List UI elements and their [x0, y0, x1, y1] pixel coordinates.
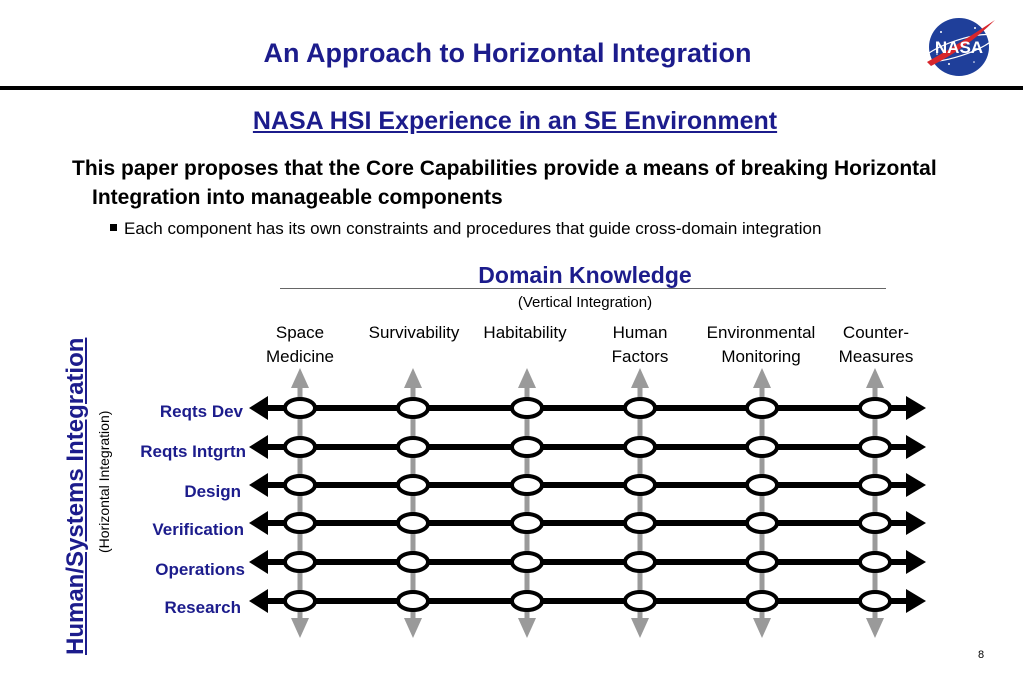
vertical-arrow-head-down [631, 618, 649, 638]
vertical-arrow-head-down [753, 618, 771, 638]
horizontal-arrow-head-left [249, 396, 268, 420]
intersection-node [285, 438, 315, 456]
vertical-arrow-head-up [866, 368, 884, 388]
row-label-research: Research [164, 598, 241, 617]
horizontal-arrow-head-right [906, 589, 926, 613]
intersection-node [398, 399, 428, 417]
vertical-arrow-head-down [291, 618, 309, 638]
intersection-node [285, 514, 315, 532]
column-label-line: Factors [611, 347, 669, 366]
vertical-arrow-head-down [866, 618, 884, 638]
intro-paragraph: This paper proposes that the Core Capabilities provide a means of breaking Horizontal Integration into manageable components [72, 157, 937, 209]
horizontal-arrow-head-left [249, 473, 268, 497]
vertical-arrow-head-up [631, 368, 649, 388]
vertical-arrow-head-down [518, 618, 536, 638]
horizontal-arrow-head-right [906, 511, 926, 535]
intersection-node [747, 438, 777, 456]
domain-knowledge-title: Domain Knowledge [478, 262, 692, 288]
row-label-reqts-dev: Reqts Dev [159, 402, 243, 421]
intersection-node [747, 476, 777, 494]
hsi-axis-title: Human/Systems Integration [62, 337, 89, 655]
intersection-node [747, 553, 777, 571]
column-label-line: Survivability [368, 323, 460, 342]
intersection-node [285, 476, 315, 494]
column-label-line: Human [612, 323, 668, 342]
column-label-line: Habitability [483, 323, 567, 342]
column-label-line: Monitoring [721, 347, 801, 366]
horizontal-arrow-head-right [906, 435, 926, 459]
intersection-node [398, 514, 428, 532]
horizontal-integration-label: (Horizontal Integration) [96, 410, 112, 553]
intersection-node [285, 592, 315, 610]
vertical-arrow-head-down [404, 618, 422, 638]
column-label-line: Medicine [265, 347, 335, 366]
horizontal-arrow-head-right [906, 473, 926, 497]
intersection-node [625, 592, 655, 610]
column-label-line: Environmental [706, 323, 816, 342]
intersection-node [625, 553, 655, 571]
intersection-node [860, 438, 890, 456]
intersection-node [747, 399, 777, 417]
row-label-reqts-intgrtn: Reqts Intgrtn [140, 442, 246, 461]
svg-text:NASA: NASA [934, 38, 984, 57]
intersection-node [398, 592, 428, 610]
vertical-arrow-head-up [404, 368, 422, 388]
vertical-arrow-head-up [753, 368, 771, 388]
intersection-node [625, 438, 655, 456]
column-label-line: Space [275, 323, 325, 342]
slide-title: An Approach to Horizontal Integration [263, 38, 752, 68]
intersection-node [398, 553, 428, 571]
intersection-node [625, 399, 655, 417]
intersection-node [625, 476, 655, 494]
intersection-node [747, 514, 777, 532]
section-subtitle: NASA HSI Experience in an SE Environment [252, 107, 778, 135]
vertical-arrow-head-up [291, 368, 309, 388]
row-label-operations: Operations [155, 560, 245, 579]
row-label-verification: Verification [152, 520, 244, 539]
bullet-text: Each component has its own constraints and procedures that guide cross-domain integration [124, 219, 822, 238]
row-label-design: Design [184, 482, 241, 501]
intersection-node [512, 476, 542, 494]
horizontal-arrow-head-left [249, 435, 268, 459]
column-label-line: Counter- [842, 323, 910, 342]
intersection-node [625, 514, 655, 532]
intersection-node [512, 438, 542, 456]
intersection-node [747, 592, 777, 610]
intersection-node [860, 592, 890, 610]
intersection-node [860, 514, 890, 532]
intersection-node [512, 592, 542, 610]
intersection-node [860, 476, 890, 494]
vertical-arrow-head-up [518, 368, 536, 388]
page-number: 8 [978, 649, 985, 661]
intersection-node [285, 399, 315, 417]
intersection-node [512, 553, 542, 571]
horizontal-arrow-head-left [249, 550, 268, 574]
intersection-node [512, 399, 542, 417]
vertical-integration-label: (Vertical Integration) [517, 294, 653, 311]
horizontal-arrow-head-left [249, 589, 268, 613]
intersection-node [398, 476, 428, 494]
intersection-node [860, 399, 890, 417]
intersection-node [285, 553, 315, 571]
column-label-line: Measures [838, 347, 914, 366]
horizontal-arrow-head-left [249, 511, 268, 535]
intersection-node [860, 553, 890, 571]
horizontal-arrow-head-right [906, 396, 926, 420]
intersection-node [398, 438, 428, 456]
intersection-node [512, 514, 542, 532]
horizontal-arrow-head-right [906, 550, 926, 574]
